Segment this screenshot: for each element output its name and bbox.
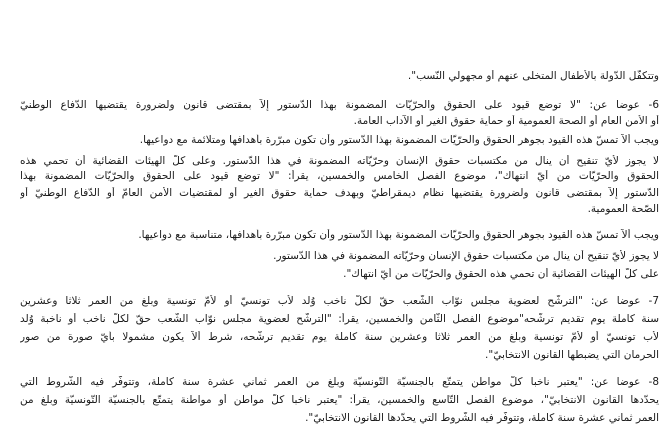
text-line: يحدّدها القانون الانتخابيّ"، موضوع الفصل التّاسع والخمسين، يقرأ: "يعتبر ناخبا كلّ مواطن أو مواطنة يتمتّع بالجنسيّة التّونسيّة وبلغ من	[20, 394, 659, 406]
text-line: على كلّ الهيئات القضائية أن تحمي هذه الحقوق والحرّيّات من أيّ انتهاك".	[343, 268, 659, 280]
text-line: ويجب ألاّ تمسّ هذه القيود بجوهر الحقوق والحرّيّات المضمونة بهذا الدّستور وأن تكون مبرّرة بأهدافها، متناسبة مع دواعيها.	[138, 229, 659, 241]
text-line: 7- عوضا عن: "الترشّح لعضوية مجلس نوّاب الشّعب حقّ لكلّ ناخب وُلد لأب تونسيّ أو لأمّ تونسية وبلغ من العمر ثلاثا وعشرين	[20, 295, 659, 307]
text-line: الصّحة العمومية.	[587, 203, 659, 215]
text-line: لا يجوز لأيّ تنقيح أن ينال من مكتسبات حقوق الإنسان وحرّيّاته المضمونة في هذا الدّستور. وعلى كلّ الهيئات القضائية أن تحمي هذه	[20, 155, 659, 167]
text-line: الحقوق والحرّيّات من أيّ انتهاك"، موضوع الفصل الخامس والخمسين، يقرأ: "لا توضع قيود على الحقوق والحرّيّات المضمونة بهذا	[20, 170, 659, 182]
text-line: الدّستور إلاّ بمقتضى قانون ولضرورة يقتضيها نظام ديمقراطيّ وبهدف حماية حقوق الغير أو لمقتضيات الأمن العامّ أو الدّفاع الوطنيّ أو	[20, 187, 659, 199]
text-line: لأب تونسيّ أو لأمّ تونسية وبلغ من العمر ثلاثا وعشرين سنة كاملة يوم تقديم ترشّحه، شرط ألاّ يكون مشمولا بأيّ صورة من صور	[20, 331, 659, 343]
text-line: لا يجوز لأيّ تنقيح أن ينال من مكتسبات حقوق الإنسان وحرّيّاته المضمونة في هذا الدّستور.	[273, 250, 659, 262]
text-line: أو الأمن العام أو الصحة العمومية أو حماية حقوق الغير أو الآداب العامة.	[353, 115, 659, 127]
text-line: 6- عوضا عن: "لا توضع قيود على الحقوق والحرّيّات المضمونة بهذا الدّستور إلاّ بمقتضى قانون ولضرورة يقتضيها الدّفاع الوطنيّ	[20, 99, 659, 111]
text-line: وتتكفّل الدّولة بالأطفال المتخلّى عنهم أو مجهولي النّسب".	[407, 70, 659, 82]
text-line: الحرمان التي يضبطها القانون الانتخابيّ".	[485, 349, 659, 361]
text-line: 8- عوضا عن: "يعتبر ناخبا كلّ مواطن يتمتّع بالجنسيّة التّونسيّة وبلغ من العمر ثماني عشرة سنة كاملة، وتتوفّر فيه الشّروط التي	[20, 376, 659, 388]
text-line: سنة كاملة يوم تقديم ترشّحه"موضوع الفصل الثّامن والخمسين، يقرأ: "الترشّح لعضوية مجلس نوّاب الشّعب حقّ لكلّ ناخب أو ناخبة وُلد	[20, 313, 659, 325]
text-line: العمر ثماني عشرة سنة كاملة، وتتوفّر فيه الشّروط التي يحدّدها القانون الانتخابيّ".	[305, 412, 659, 424]
text-line: ويجب ألاّ تمسّ هذه القيود بجوهر الحقوق والحرّيّات المضمونة بهذا الدّستور وأن تكون مبرّرة بأهدافها ومتلائمة مع دواعيها.	[139, 134, 659, 146]
